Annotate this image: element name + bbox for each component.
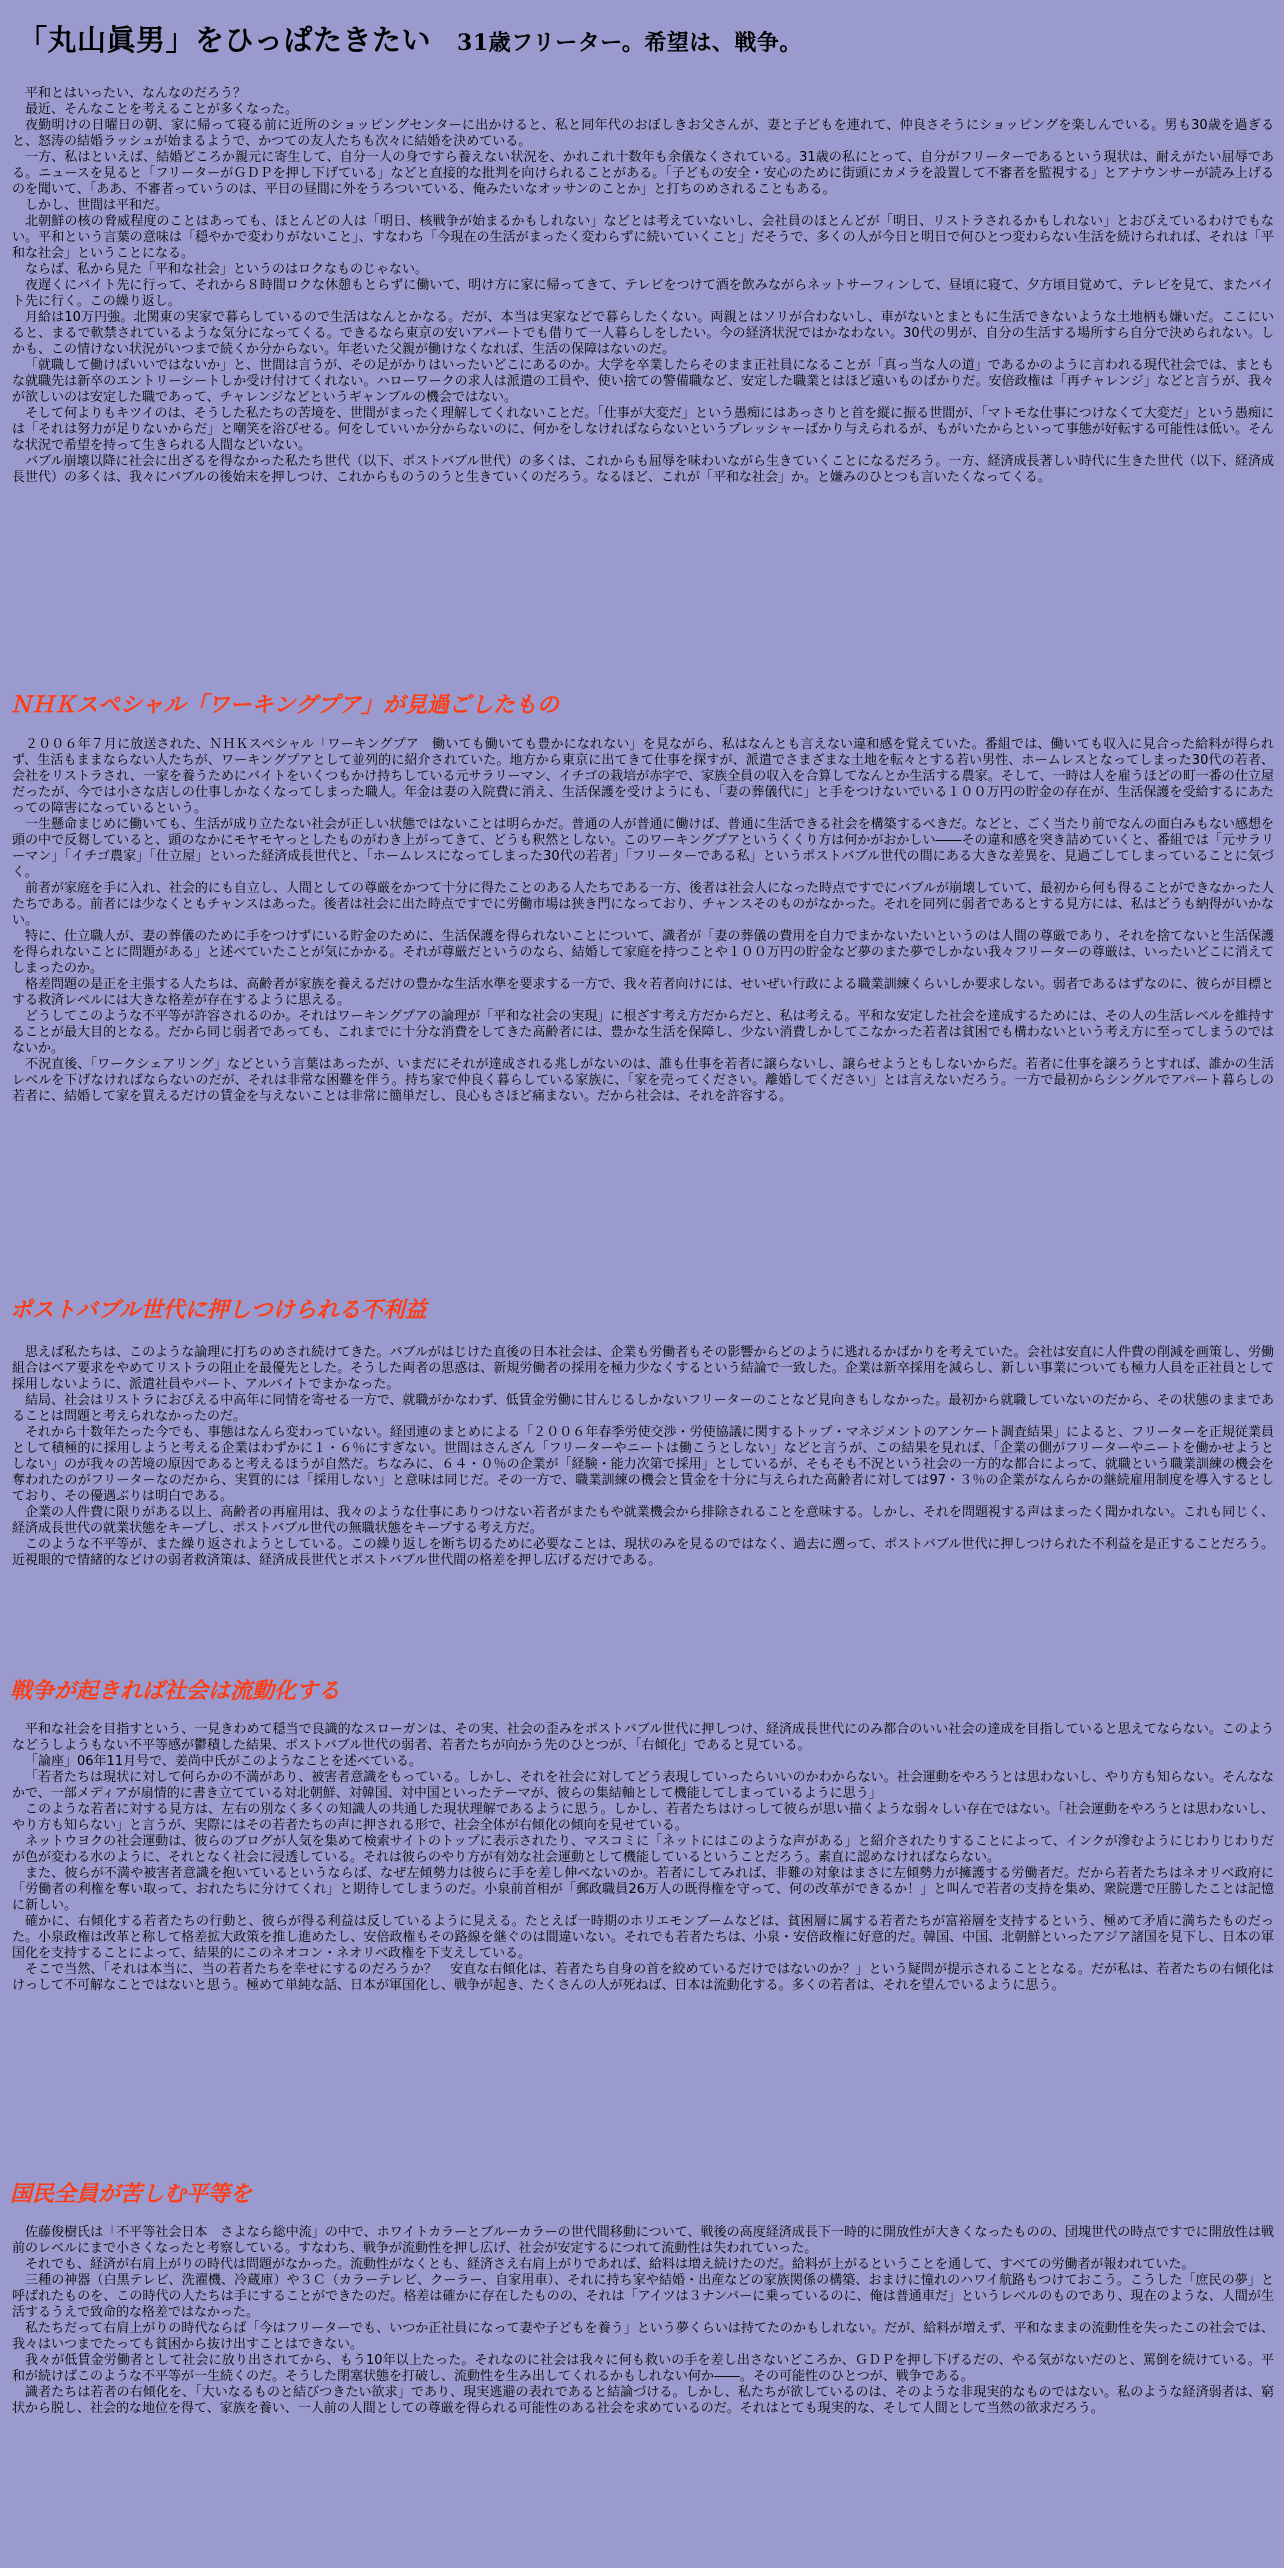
paragraph: 格差問題の是正を主張する人たちは、高齢者が家族を養えるだけの豊かな生活水準を要求する一方で、我々若者向けには、せいぜい行政による職業訓練くらいしか要求しない。弱者であるはずなのに、彼らが目標とする救済レベルには大きな格差が存在するように思える。 (12, 977, 1274, 1008)
paragraph: 結局、社会はリストラにおびえる中高年に同情を寄せる一方で、就職がかなわず、低賃金労働に甘んじるしかないフリーターのことなど見向きもしなかった。最初から就職していないのだから、その状態のままであることは問題と考えられなかったのだ。 (12, 1393, 1274, 1424)
paragraph: このような若者に対する見方は、左右の別なく多くの知識人の共通した現状理解であるように思う。しかし、若者たちはけっして彼らが思い描くような弱々しい存在ではない。「社会運動をやろうとは思わないし、やり方も知らない」と言うが、実際にはその若者たちの声に押される形で、社会全体が右傾化の傾向を見せている。 (12, 1802, 1274, 1833)
paragraph: 思えば私たちは、このような論理に打ちのめされ続けてきた。バブルがはじけた直後の日本社会は、企業も労働者もその影響からどのように逃れるかばかりを考えていた。会社は安直に人件費の削減を画策し、労働組合はベア要求をやめてリストラの阻止を最優先とした。そうした両者の思惑は、新規労働者の採用を極力少なくするという結論で一致した。企業は新卒採用を減らし、新しい事業についても極力人員を正社員として採用しないように、派遣社員やパート、アルバイトでまかなった。 (12, 1345, 1274, 1392)
paragraph: 三種の神器（白黒テレビ、洗濯機、冷蔵庫）や３Ｃ（カラーテレビ、クーラー、自家用車）、それに持ち家や結婚・出産などの家族関係の構築、おまけに憧れのハワイ航路もつけておこう。こうした「庶民の夢」と呼ばれたものを、この時代の人たちは手にすることができたのだ。格差は確かに存在したものの、それは「アイツは３ナンバーに乗っているのに、俺は普通車だ」というレベルのものであり、現在のような、人間が生活するうえで致命的な格差ではなかった。 (12, 2273, 1274, 2320)
paragraph: そこで当然、「それは本当に、当の若者たちを幸せにするのだろうか？ 安直な右傾化は、若者たち自身の首を絞めているだけではないのか？」という疑問が提示されることとなる。だが私は、若者たちの右傾化はけっして不可解なことではないと思う。極めて単純な話、日本が軍国化し、戦争が起き、たくさんの人が死ねば、日本は流動化する。多くの若者は、それを望んでいるように思う。 (12, 1962, 1274, 1993)
paragraph: ならば、私から見た「平和な社会」というのはロクなものじゃない。 (25, 262, 429, 277)
article-section (12, 1722, 1274, 2178)
paragraph: 平和な社会を目指すという、一見きわめて穏当で良識的なスローガンは、その実、社会の歪みをポストバブル世代に押しつけ、経済成長世代にのみ都合のいい社会の達成を目指していると思えてならない。このようなどうしようもない不平等感が鬱積した結果、ポストバブル世代の弱者、若者たちが向かう先のひとつが、「右傾化」であると見ている。 (12, 1722, 1274, 1753)
paragraph: 我々が低賃金労働者として社会に放り出されてから、もう10年以上たった。それなのに社会は我々に何も救いの手を差し出さないどころか、ＧＤＰを押し下げるだの、やる気がないだのと、罵倒を続けている。平和が続けばこのような不平等が一生続くのだ。そうした閉塞状態を打破し、流動性を生み出してくれるかもしれない何か――。その可能性のひとつが、戦争である。 (12, 2353, 1274, 2384)
section-heading: 戦争が起きれば社会は流動化する (10, 1679, 341, 1704)
paragraph: 平和とはいったい、なんなのだろう？ (25, 86, 247, 101)
paragraph: どうしてこのような不平等が許容されるのか。それはワーキングプアの論理が「平和な社会の実現」に根ざす考え方だからだと、私は考える。平和な安定した社会を達成するためには、その人の生活レベルを維持することが最大目的となる。だから同じ弱者であっても、これまでに十分な消費をしてきた高齢者には、豊かな生活を保障し、少ない消費しかしてこなかった若者は貧困でも構わないという考え方に至ってしまうのではないか。 (12, 1009, 1274, 1056)
section-heading: 国民全員が苦しむ平等を (10, 2182, 253, 2207)
paragraph: それでも、経済が右肩上がりの時代は問題がなかった。流動性がなくとも、経済さえ右肩上がりであれば、給料は増え続けたのだ。給料が上がるということを通して、すべての労働者が報われていた。 (25, 2257, 1195, 2272)
paragraph: 夜遅くにバイト先に行って、それから８時間ロクな休憩もとらずに働いて、明け方に家に帰ってきて、テレビをつけて酒を飲みながらネットサーフィンして、昼頃に寝て、夕方頃目覚めて、テレビを見て、またバイト先に行く。この繰り返し。 (12, 278, 1274, 309)
article-title-sub: 31歳フリーター。希望は、戦争。 (457, 30, 802, 56)
paragraph: 夜勤明けの日曜日の朝、家に帰って寝る前に近所のショッピングセンターに出かけると、私と同年代のおぼしきお父さんが、妻と子どもを連れて、仲良さそうにショッピングを楽しんでいる。男も30歳を過ぎると、怒涛の結婚ラッシュが始まるようで、かつての友人たちも次々に結婚を決めている。 (12, 118, 1274, 149)
paragraph: 北朝鮮の核の脅威程度のことはあっても、ほとんどの人は「明日、核戦争が始まるかもしれない」などとは考えていないし、会社員のほとんどが「明日、リストラされるかもしれない」とおびえているわけでもない。平和という言葉の意味は「穏やかで変わりがないこと」、すなわち「今現在の生活がまったく変わらずに続いていくこと」だそうで、多くの人が今日と明日で何ひとつ変わらない生活を続けられれば、それは「平和な社会」ということになる。 (12, 214, 1274, 261)
paragraph: しかし、世間は平和だ。 (25, 198, 169, 213)
intro-section (12, 86, 1274, 676)
paragraph: 佐藤俊樹氏は「不平等社会日本 さよなら総中流」の中で、ホワイトカラーとブルーカラーの世代間移動について、戦後の高度経済成長下一時的に開放性が大きくなったものの、団塊世代の時点ですでに開放性は戦前のレベルにまで小さくなったと考察している。すなわち、戦争が流動性を押し広げ、社会が安定するにつれて流動性は失われていった。 (12, 2225, 1274, 2256)
paragraph: 識者たちは若者の右傾化を、「大いなるものと結びつきたい欲求」であり、現実逃避の表れであると結論づける。しかし、私たちが欲しているのは、そのような非現実的なものではない。私のような経済弱者は、窮状から脱し、社会的な地位を得て、家族を養い、一人前の人間としての尊厳を得られる可能性のある社会を求めているのだ。それはとても現実的な、そして人間として当然の欲求だろう。 (12, 2385, 1274, 2416)
paragraph: ネットウヨクの社会運動は、彼らのブログが人気を集めて検索サイトのトップに表示されたり、マスコミに「ネットにはこのような声がある」と紹介されたりすることによって、インクが滲むようにじわりじわりだが色が変わる水のように、それとなく社会に浸透している。それは彼らのやり方が有効な社会運動として機能しているということだろう。素直に認めなければならない。 (12, 1834, 1274, 1865)
paragraph: 「若者たちは現状に対して何らかの不満があり、被害者意識をもっている。しかし、それを社会に対してどう表現していったらいいのかわからない。社会運動をやろうとは思わないし、やり方も知らない。そんななかで、一部メディアが扇情的に書き立てている対北朝鮮、対韓国、対中国といったテーマが、彼らの集結軸として機能してしまっているように思う」 (12, 1770, 1274, 1801)
paragraph: このような不平等が、また繰り返されようとしている。この繰り返しを断ち切るために必要なことは、現状のみを見るのではなく、過去に遡って、ポストバブル世代に押しつけられた不利益を是正することだろう。近視眼的で情緒的などけの弱者救済策は、経済成長世代とポストバブル世代間の格差を押し広げるだけである。 (12, 1537, 1274, 1568)
paragraph: バブル崩壊以降に社会に出ざるを得なかった私たち世代（以下、ポストバブル世代）の多くは、これからも屈辱を味わいながら生きていくことになるだろう。一方、経済成長著しい時代に生きた世代（以下、経済成長世代）の多くは、我々にバブルの後始末を押しつけ、これからものうのうと生きていくのだろう。なるほど、これが「平和な社会」か。と嫌みのひとつも言いたくなってくる。 (12, 454, 1274, 485)
paragraph: そして何よりもキツイのは、そうした私たちの苦境を、世間がまったく理解してくれないことだ。「仕事が大変だ」という愚痴にはあっさりと首を縦に振る世間が、「マトモな仕事につけなくて大変だ」という愚痴には「それは努力が足りないからだ」と嘲笑を浴びせる。何をしていいか分からないのに、何かをしなければならないというプレッシャーばかり与えられるが、もがいたからといって事態が好転する可能性は低い。そんな状況で希望を持って生きられる人間などいない。 (12, 406, 1274, 453)
paragraph: それから十数年たった今でも、事態はなんら変わっていない。経団連のまとめによる「２００６年春季労使交渉・労使協議に関するトップ・マネジメントのアンケート調査結果」によると、フリーターを正規従業員として積極的に採用しようと考える企業はわずかに１・６％にすぎない。世間はさんざん「フリーターやニートは働こうとしない」などと言うが、この結果を見れば、「企業の側がフリーターやニートを働かせようとしない」のが我々の苦境の原因であると考えるほうが自然だ。ちなみに、６４・０％の企業が「経験・能力次第で採用」としているが、そもそも不況という社会の一方的な都合によって、就職という職業訓練の機会を奪われたのがフリーターなのだから、実質的には「採用しない」と意味は同じだ。その一方で、職業訓練の機会と賃金を十分に与えられた高齢者に対しては97・３％の企業がなんらかの継続雇用制度を導入するとしており、その優遇ぶりは明白である。 (12, 1425, 1274, 1504)
paragraph: 「就職して働けばいいではないか」と、世間は言うが、その足がかりはいったいどこにあるのか。大学を卒業したらそのまま正社員になることが「真っ当な人の道」であるかのように言われる現代社会では、まともな就職先は新卒のエントリーシートしか受け付けてくれない。ハローワークの求人は派遣の工員や、使い捨ての警備職など、安定した職業とはほど遠いものばかりだ。安倍政権は「再チャレンジ」などと言うが、我々が欲しいのは安定した職であって、チャレンジなどというギャンブルの機会ではない。 (12, 358, 1274, 405)
paragraph: また、彼らが不満や被害者意識を抱いているというならば、なぜ左傾勢力は彼らに手を差し伸べないのか。若者にしてみれば、非難の対象はまさに左傾勢力が擁護する労働者だ。だから若者たちはネオリベ政府に「労働者の利権を奪い取って、おれたちに分けてくれ」と期待してしまうのだ。小泉前首相が「郵政職員26万人の既得権を守って、何の改革ができるか！」と叫んで若者の支持を集め、衆院選で圧勝したことは記憶に新しい。 (12, 1866, 1274, 1913)
paragraph: 企業の人件費に限りがある以上、高齢者の再雇用は、我々のような仕事にありつけない若者がまたもや就業機会から排除されることを意味する。しかし、それを問題視する声はまったく聞かれない。これも同じく、経済成長世代の就業状態をキープし、ポストバブル世代の無職状態をキープする考え方だ。 (12, 1505, 1274, 1536)
paragraph: 私たちだって右肩上がりの時代ならば「今はフリーターでも、いつか正社員になって妻や子どもを養う」という夢くらいは持てたのかもしれない。だが、給料が増えず、平和なままの流動性を失ったこの社会では、我々はいつまでたっても貧困から抜け出すことはできない。 (12, 2321, 1274, 2352)
article-title (18, 22, 1268, 61)
paragraph: 最近、そんなことを考えることが多くなった。 (25, 102, 299, 117)
paragraph: 一方、私はといえば、結婚どころか親元に寄生して、自分一人の身ですら養えない状況を、かれこれ十数年も余儀なくされている。31歳の私にとって、自分がフリーターであるという現状は、耐えがたい屈辱である。ニュースを見ると「フリーターがＧＤＰを押し下げている」などと直接的な批判を向けられることがある。「子どもの安全・安心のために街頭にカメラを設置して不審者を監視する」とアナウンサーが読み上げるのを聞いて、「ああ、不審者っていうのは、平日の昼間に外をうろついている、俺みたいなオッサンのことか」と打ちのめされることもある。 (12, 150, 1274, 197)
paragraph: 月給は10万円強。北関東の実家で暮らしているので生活はなんとかなる。だが、本当は実家などで暮らしたくない。両親とはソリが合わないし、車がないとまともに生活できないような土地柄も嫌いだ。ここにいると、まるで軟禁されているような気分になってくる。できるなら東京の安いアパートでも借りて一人暮らしをしたい。今の経済状況ではかなわない。30代の男が、自分の生活する場所すら自分で決められない。しかも、この情けない状況がいつまで続くか分からない。年老いた父親が働けなくなれば、生活の保障はないのだ。 (12, 310, 1274, 357)
paragraph: 一生懸命まじめに働いても、生活が成り立たない社会が正しい状態ではないことは明らかだ。普通の人が普通に働けば、普通に生活できる社会を構築するべきだ。などと、ごく当たり前でなんの面白みもない感想を頭の中で反芻していると、頭のなかにモヤモヤっとしたものがわき上がってきて、どうも釈然としない。このワーキングプアというくくり方は何かがおかしい――その違和感を突き詰めていくと、番組では「元サラリーマン」「イチゴ農家」「仕立屋」といった経済成長世代と、「ホームレスになってしまった30代の若者」「フリーターである私」というポストバブル世代の間にある大きな差異を、見過ごしてしまっていることに気づく。 (12, 817, 1274, 880)
article-title-main: 「丸山眞男」をひっぱたきたい (18, 23, 432, 57)
paragraph: 不況直後、「ワークシェアリング」などという言葉はあったが、いまだにそれが達成される兆しがないのは、誰も仕事を若者に譲らないし、譲らせようともしないからだ。若者に仕事を譲ろうとすれば、誰かの生活レベルを下げなければならないのだが、それは非常な困難を伴う。持ち家で仲良く暮らしている家族に、「家を売ってください。離婚してください」とは言えないだろう。一方で最初からシングルでアパート暮らしの若者に、結婚して家を買えるだけの賃金を与えないことは非常に簡単だし、良心もさほど痛まない。だから社会は、それを許容する。 (12, 1057, 1274, 1104)
paragraph: ２００６年７月に放送された、ＮＨＫスペシャル「ワーキングプア 働いても働いても豊かになれない」を見ながら、私はなんとも言えない違和感を覚えていた。番組では、働いても収入に見合った給料が得られず、生活もままならない人たちが、ワーキングプアとして並列的に紹介されていた。地方から東京に出てきて仕事を探すが、派遣でさまざまな土地を転々とする若い男性、ホームレスとなってしまった30代の若者、会社をリストラされ、一家を養うためにバイトをいくつもかけ持ちしている元サラリーマン、イチゴの栽培が赤字で、家族全員の収入を合算してなんとか生活する農家。そして、一時は人を雇うほどの町一番の仕立屋だったが、今では小さな店しの仕事しかなくなってしまった職人。年金は妻の入院費に消え、生活保護を受けようにも、「妻の葬儀代に」と手をつけないでいる１００万円の貯金の存在が、生活保護を受給するにあたっての障害になっているという。 (12, 737, 1274, 816)
paragraph: 確かに、右傾化する若者たちの行動と、彼らが得る利益は反しているように見える。たとえば一時期のホリエモンブームなどは、貧困層に属する若者たちが富裕層を支持するという、極めて矛盾に満ちたものだった。小泉政権は改革と称して格差拡大政策を推し進めたし、安倍政権もその路線を継ぐのは間違いない。それでも若者たちは、小泉・安倍政権に好意的だ。韓国、中国、北朝鮮といったアジア諸国を見下し、日本の軍国化を支持することによって、結果的にこのネオコン・ネオリベ政権を下支えしている。 (12, 1914, 1274, 1961)
article-section (12, 1345, 1274, 1675)
paragraph: 「論座」06年11月号で、姜尚中氏がこのようなことを述べている。 (25, 1754, 422, 1769)
section-heading: ポストバブル世代に押しつけられる不利益 (10, 1298, 427, 1323)
article-section (12, 737, 1274, 1267)
paragraph: 前者が家庭を手に入れ、社会的にも自立し、人間としての尊厳をかつて十分に得たことのある人たちである一方、後者は社会人になった時点ですでにバブルが崩壊していて、最初から何も得ることができなかった人たちである。前者には少なくともチャンスはあった。後者は社会に出た時点ですでに労働市場は狭き門になっており、チャンスそのものがなかった。それを同列に弱者であるとする見方には、私はどうも納得がいかない。 (12, 881, 1274, 928)
paragraph: 特に、仕立職人が、妻の葬儀のために手をつけずにいる貯金のために、生活保護を得られないことについて、識者が「妻の葬儀の費用を自力でまかないたいというのは人間の尊厳であり、それを捨てないと生活保護を得られないことに問題がある」と述べていたことが気にかかる。それが尊厳だというのなら、結婚して家庭を持つことや１００万円の貯金など夢のまた夢でしかない我々フリーターの尊厳は、いったいどこに消えてしまったのか。 (12, 929, 1274, 976)
article-section (12, 2225, 1274, 2561)
section-heading: ＮＨＫスペシャル「ワーキングプア」が見過ごしたもの (10, 693, 559, 718)
